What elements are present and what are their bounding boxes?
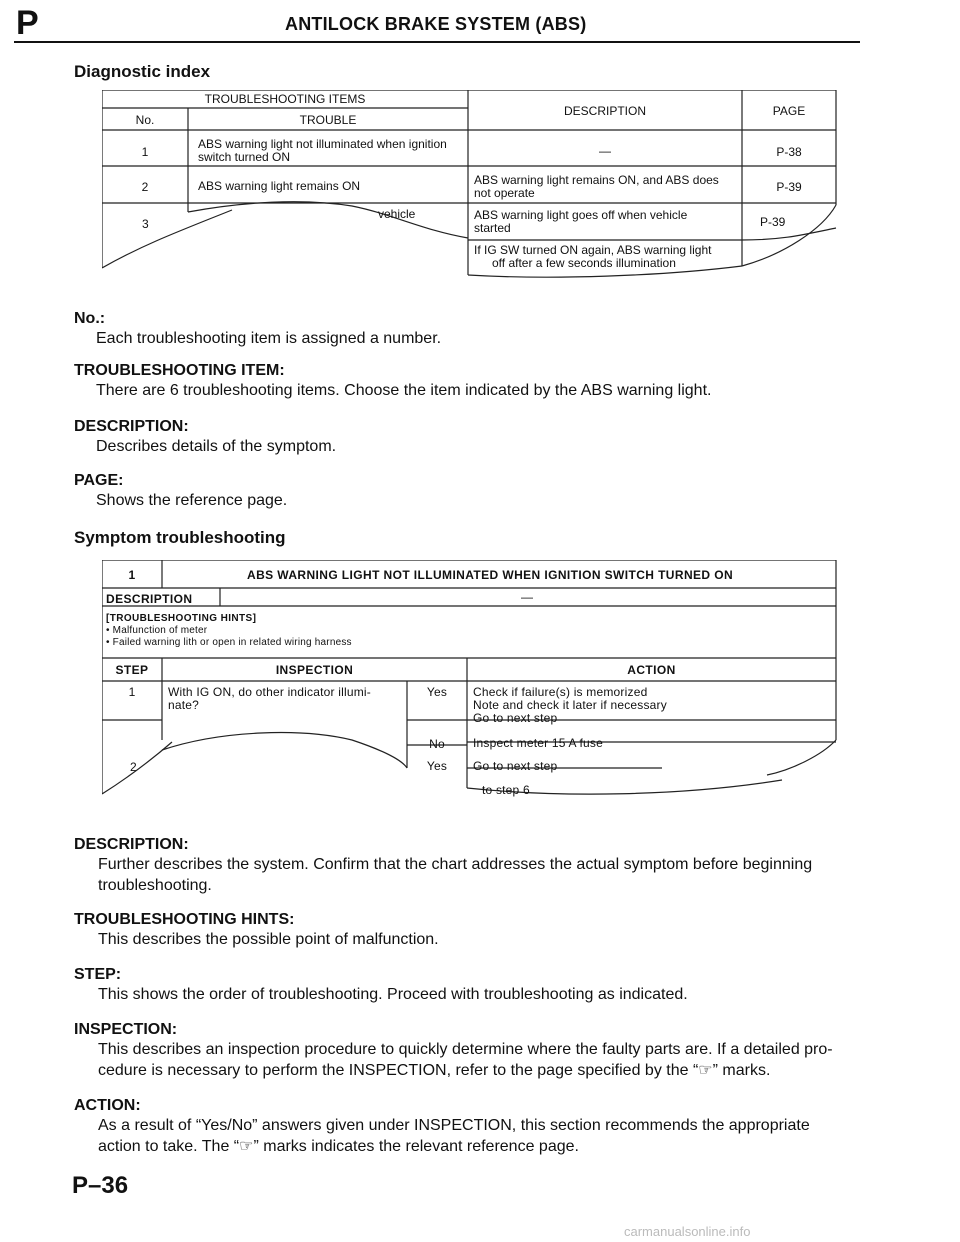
step-2-yes: Yes [426, 759, 448, 773]
row-3-no: 3 [142, 217, 149, 231]
diagnostic-index-title: Diagnostic index [74, 62, 211, 81]
header-troubleshooting-items: TROUBLESHOOTING ITEMS [204, 92, 366, 106]
definition-inspection: INSPECTION: This describes an inspection procedure to quickly determine where the faulty parts are. If a detailed pro- cedure is necessary to perform the INSPECTION, refer to the page specified by the “☞” marks. [74, 1021, 833, 1079]
header-page: PAGE [772, 104, 806, 118]
step-2-no: 2 [130, 760, 137, 774]
definition-action: ACTION: As a result of “Yes/No” answers given under INSPECTION, this section recommends the appropriate action to take. The “☞” marks indicates the relevant reference page. [74, 1097, 810, 1155]
definition-description: DESCRIPTION: Describes details of the symptom. [74, 418, 337, 455]
row-1-description: — [599, 144, 611, 158]
row-3-description: ABS warning light goes off when vehicle started [474, 208, 688, 235]
description-value: — [521, 590, 533, 604]
step-1-no-action: Inspect meter 15 A fuse [473, 736, 604, 750]
definition-no: No.: Each troubleshooting item is assigned a number. [74, 310, 442, 347]
header-trouble: TROUBLE [299, 113, 357, 127]
definition-description-2: DESCRIPTION: Further describes the system. Confirm that the chart addresses the actual symptom before beginning troubleshooting. [74, 836, 813, 894]
symptom-heading: ABS WARNING LIGHT NOT ILLUMINATED WHEN IGNITION SWITCH TURNED ON [247, 568, 734, 582]
diagnostic-index-table [102, 90, 838, 280]
header-no: No. [135, 113, 155, 127]
col-inspection: INSPECTION [275, 663, 354, 677]
header-rule [14, 41, 860, 43]
row-3-trouble: vehicle [378, 207, 416, 221]
symptom-table [102, 560, 838, 820]
row-3-page: P-39 [760, 215, 786, 229]
page-number: P–36 [72, 1172, 129, 1199]
row-1-no: 1 [141, 145, 149, 159]
definition-troubleshooting-item: TROUBLESHOOTING ITEM: There are 6 troubleshooting items. Choose the item indicated by the ABS warning light. [74, 362, 712, 399]
step-1-inspection: With IG ON, do other indicator illumi- nate? [168, 685, 371, 712]
row-4-description: If IG SW turned ON again, ABS warning light off after a few seconds illumination [474, 243, 712, 270]
troubleshooting-hints: [TROUBLESHOOTING HINTS] • Malfunction of meter • Failed warning lith or open in related wiring harness [106, 613, 352, 648]
definition-page: PAGE: Shows the reference page. [74, 472, 288, 509]
section-letter: P [16, 4, 39, 42]
symptom-no: 1 [128, 568, 136, 582]
step-2-last-action: to step 6 [482, 783, 530, 797]
col-step: STEP [115, 663, 149, 677]
page-title: ANTILOCK BRAKE SYSTEM (ABS) [285, 14, 587, 34]
step-1-no-answer: No [429, 737, 445, 751]
row-2-trouble: ABS warning light remains ON [198, 179, 361, 193]
step-2-yes-action: Go to next step [473, 759, 558, 773]
definition-step: STEP: This shows the order of troubleshooting. Proceed with troubleshooting as indicated. [74, 966, 688, 1003]
definition-troubleshooting-hints: TROUBLESHOOTING HINTS: This describes the possible point of malfunction. [74, 911, 439, 948]
header-description: DESCRIPTION [563, 104, 646, 118]
row-1-trouble: ABS warning light not illuminated when ignition switch turned ON [198, 137, 447, 164]
step-1-yes: Yes [426, 685, 448, 699]
row-2-page: P-39 [776, 180, 802, 194]
description-label: DESCRIPTION [106, 592, 193, 606]
step-1-no: 1 [128, 685, 136, 699]
row-1-page: P-38 [776, 145, 802, 159]
step-1-yes-action: Check if failure(s) is memorized Note and check it later if necessary Go to next step [473, 685, 667, 725]
row-2-no: 2 [141, 180, 149, 194]
row-2-description: ABS warning light remains ON, and ABS does not operate [474, 173, 719, 200]
footer-watermark: carmanualsonline.info [624, 1224, 751, 1239]
col-action: ACTION [627, 663, 676, 677]
symptom-troubleshooting-title: Symptom troubleshooting [74, 528, 286, 547]
